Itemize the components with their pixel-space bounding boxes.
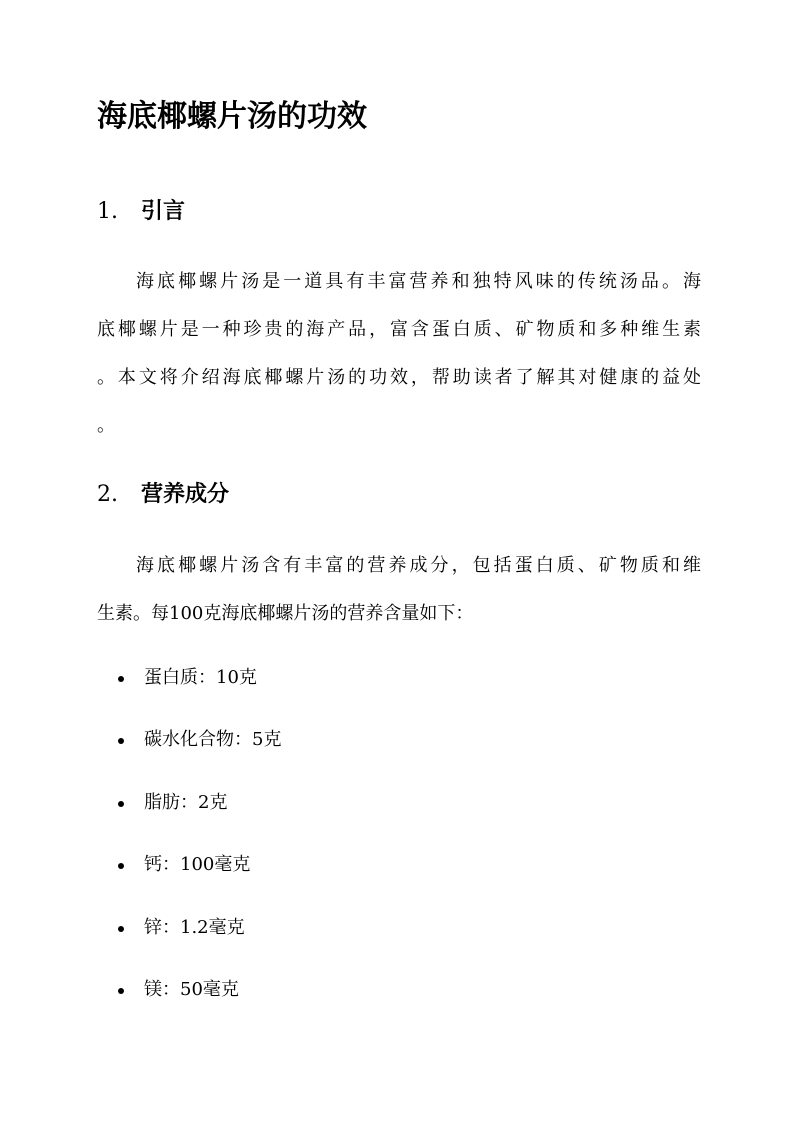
document-title: 海底椰螺片汤的功效	[97, 99, 367, 134]
list-item	[118, 968, 281, 1030]
nutrient-text: 钙：100毫克	[144, 854, 251, 876]
nutrient-list	[118, 656, 281, 1030]
bullet-icon	[118, 926, 124, 932]
nutrient-text: 脂肪：2克	[144, 791, 228, 813]
paragraph-line: 海底椰螺片汤含有丰富的营养成分，包括蛋白质、矿物质和维	[136, 555, 701, 576]
nutrient-text: 镁：50毫克	[144, 978, 239, 1000]
list-item	[118, 656, 281, 718]
paragraph-line: 。	[97, 415, 115, 436]
paragraph-line: 。本文将介绍海底椰螺片汤的功效，帮助读者了解其对健康的益处	[97, 367, 701, 388]
list-item	[118, 906, 281, 968]
section-heading-nutrition	[97, 478, 229, 511]
list-item	[118, 843, 281, 905]
section-number: 1.	[97, 199, 118, 224]
section-heading-introduction	[97, 195, 185, 228]
section-number: 2.	[97, 482, 118, 507]
list-item	[118, 718, 281, 780]
paragraph-line: 生素。每100克海底椰螺片汤的营养含量如下：	[97, 603, 474, 624]
nutrient-text: 蛋白质：10克	[144, 667, 257, 688]
nutrition-paragraph	[97, 542, 701, 638]
bullet-icon	[118, 988, 124, 994]
nutrient-text: 碳水化合物：5克	[144, 729, 282, 751]
bullet-icon	[118, 801, 124, 807]
nutrient-text: 锌：1.2毫克	[144, 916, 245, 938]
section-title: 营养成分	[141, 481, 230, 507]
list-item	[118, 781, 281, 843]
section-title: 引言	[141, 198, 186, 224]
bullet-icon	[118, 738, 124, 744]
introduction-paragraph	[97, 258, 701, 450]
bullet-icon	[118, 863, 124, 869]
paragraph-line: 海底椰螺片汤是一道具有丰富营养和独特风味的传统汤品。海	[136, 271, 701, 292]
bullet-icon	[118, 676, 124, 682]
paragraph-line: 底椰螺片是一种珍贵的海产品，富含蛋白质、矿物质和多种维生素	[97, 319, 701, 340]
